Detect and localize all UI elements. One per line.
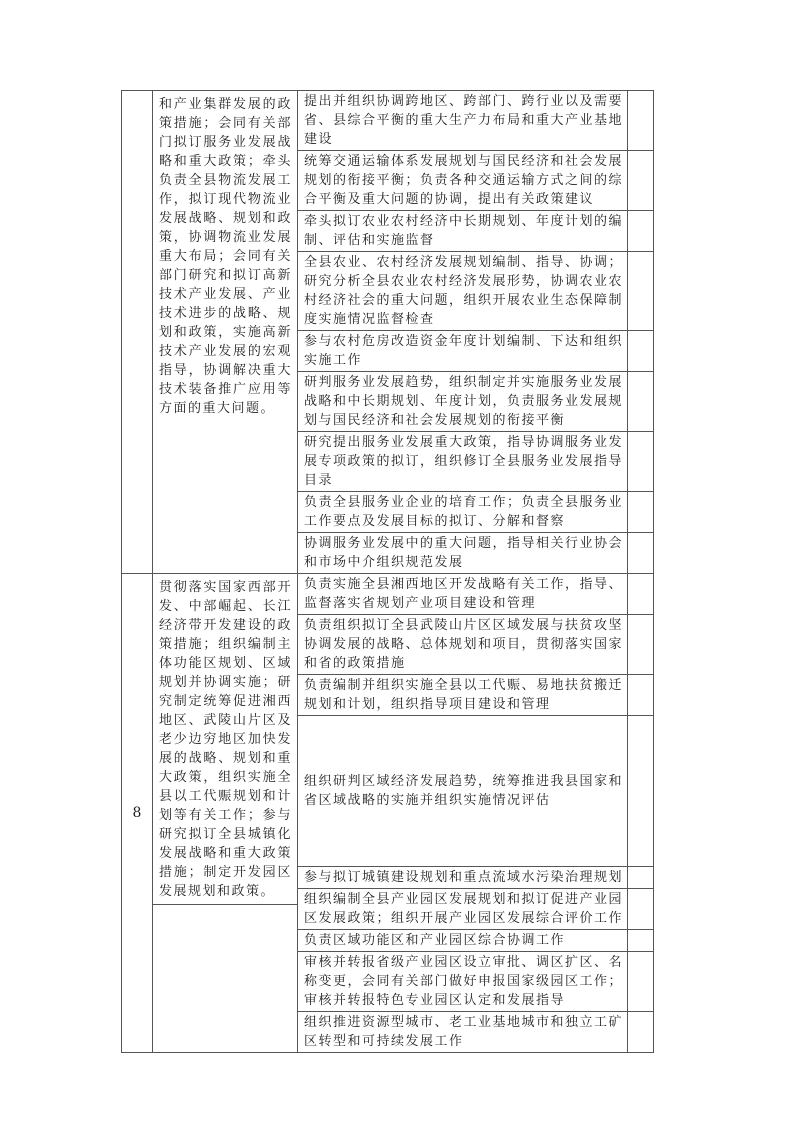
task-text: 全县农业、农村经济发展规划编制、指导、协调；研究分析全县农业农村经济发展形势，协调农业农村经济社会的重大问题，组织开展农业生态保障制度实施情况监督检查 [304,255,624,327]
check-cell [627,952,653,1011]
task-text: 协调服务业发展中的重大问题，指导相关行业协会和市场中介组织规范发展 [304,536,624,570]
task-row [298,929,653,951]
task-row [298,866,653,888]
check-cell [627,492,653,532]
row-number-cell [122,91,152,573]
task-row [298,532,653,573]
check-cell [627,930,653,951]
task-row [298,1011,653,1052]
task-text-cell [298,533,627,573]
task-text: 组织研判区域经济发展趋势，统筹推进我县国家和省区域战略的实施并组织实施情况评估 [304,774,624,808]
duty-description-column [152,574,297,1052]
task-row [298,91,653,150]
table-section [122,573,653,1052]
task-row [298,491,653,532]
task-row [298,330,653,371]
check-cell [627,211,653,251]
task-row [298,951,653,1011]
task-text-cell [298,91,627,150]
check-cell [627,432,653,491]
task-row [298,150,653,210]
check-cell [627,716,653,866]
duty-description-column [152,91,297,573]
task-text-cell [298,867,627,888]
check-cell [627,331,653,371]
duty-description-text: 和产业集群发展的政策措施；会同有关部门拟订服务业发展战略和重大政策；牵头负责全县物流发展工作，拟订现代物流业发展战略、规划和政策，协调物流业发展重大布局；会同有关部门研究和拟订高新技术产业发展、产业技术进步的战略、规划和政策，实施高新技术产业发展的宏观指导，协调解决重大技术装备推广应用等方面的重大问题。 [159,97,292,416]
row-number-cell [122,574,152,1052]
check-cell [627,252,653,330]
task-row [298,715,653,866]
task-text-cell [298,889,627,929]
task-text-cell [298,252,627,330]
task-text-cell [298,372,627,431]
task-text: 负责全县服务业企业的培育工作；负责全县服务业工作要点及发展目标的拟订、分解和督察 [304,495,624,529]
duty-description-empty-cell [153,904,297,1052]
task-row [298,210,653,251]
check-cell [627,1012,653,1052]
check-cell [627,91,653,150]
task-text: 负责区域功能区和产业园区综合协调工作 [304,933,566,948]
task-text: 研判服务业发展趋势，组织制定并实施服务业发展战略和中长期规划、年度计划，负责服务业发展规划与国民经济和社会发展规划的衔接平衡 [304,375,624,428]
task-row [298,888,653,929]
task-text-cell [298,952,627,1011]
task-text-cell [298,716,627,866]
task-row [298,574,653,614]
task-text-cell [298,151,627,210]
check-cell [627,151,653,210]
check-cell [627,615,653,674]
task-text: 牵头拟订农业农村经济中长期规划、年度计划的编制、评估和实施监督 [304,214,624,248]
task-text-cell [298,211,627,251]
task-text-cell [298,1012,627,1052]
check-cell [627,574,653,614]
task-text: 负责组织拟订全县武陵山片区区域发展与扶贫攻坚协调发展的战略、总体规划和项目，贯彻落实国家和省的政策措施 [304,618,624,671]
task-text-cell [298,574,627,614]
task-text-cell [298,930,627,951]
task-text: 参与拟订城镇建设规划和重点流域水污染治理规划 [304,870,624,885]
task-text-cell [298,675,627,715]
task-row [298,251,653,330]
check-cell [627,533,653,573]
tasks-column [297,91,653,573]
duty-description-text: 贯彻落实国家西部开发、中部崛起、长江经济带开发建设的政策措施；组织编制主体功能区规划、区域规划并协调实施；研究制定统筹促进湘西地区、武陵山片区及老少边穷地区加快发展的战略、规划和重大政策，组织实施全县以工代赈规划和计划等有关工作；参与研究拟订全县城镇化发展战略和重大政策措施；制定开发园区发展规划和政策。 [159,580,292,899]
task-text-cell [298,492,627,532]
task-text: 参与农村危房改造资金年度计划编制、下达和组织实施工作 [304,334,624,368]
task-text-cell [298,331,627,371]
task-text: 研究提出服务业发展重大政策，指导协调服务业发展专项政策的拟订，组织修订全县服务业发展指导目录 [304,435,624,488]
task-text: 审核并转报省级产业园区设立审批、调区扩区、名称变更，会同有关部门做好申报国家级园区工作；审核并转报特色专业园区认定和发展指导 [304,955,624,1008]
task-text: 负责实施全县湘西地区开发战略有关工作，指导、监督落实省规划产业项目建设和管理 [304,577,624,611]
check-cell [627,372,653,431]
check-cell [627,889,653,929]
check-cell [627,675,653,715]
task-text: 提出并组织协调跨地区、跨部门、跨行业以及需要省、县综合平衡的重大生产力布局和重大产业基地建设 [304,94,624,147]
task-row [298,614,653,674]
table-section [122,91,653,573]
row-number: 8 [132,805,142,821]
task-text-cell [298,432,627,491]
task-text: 组织推进资源型城市、老工业基地城市和独立工矿区转型和可持续发展工作 [304,1015,624,1049]
task-text: 组织编制全县产业园区发展规划和拟订促进产业园区发展政策；组织开展产业园区发展综合评价工作 [304,892,624,926]
task-text: 统筹交通运输体系发展规划与国民经济和社会发展规划的衔接平衡；负责各种交通运输方式之间的综合平衡及重大问题的协调，提出有关政策建议 [304,154,624,207]
task-row [298,371,653,431]
check-cell [627,867,653,888]
task-text: 负责编制并组织实施全县以工代赈、易地扶贫搬迁规划和计划，组织指导项目建设和管理 [304,678,624,712]
task-text-cell [298,615,627,674]
tasks-column [297,574,653,1052]
task-row [298,674,653,715]
duties-table [121,90,654,1053]
task-row [298,431,653,491]
